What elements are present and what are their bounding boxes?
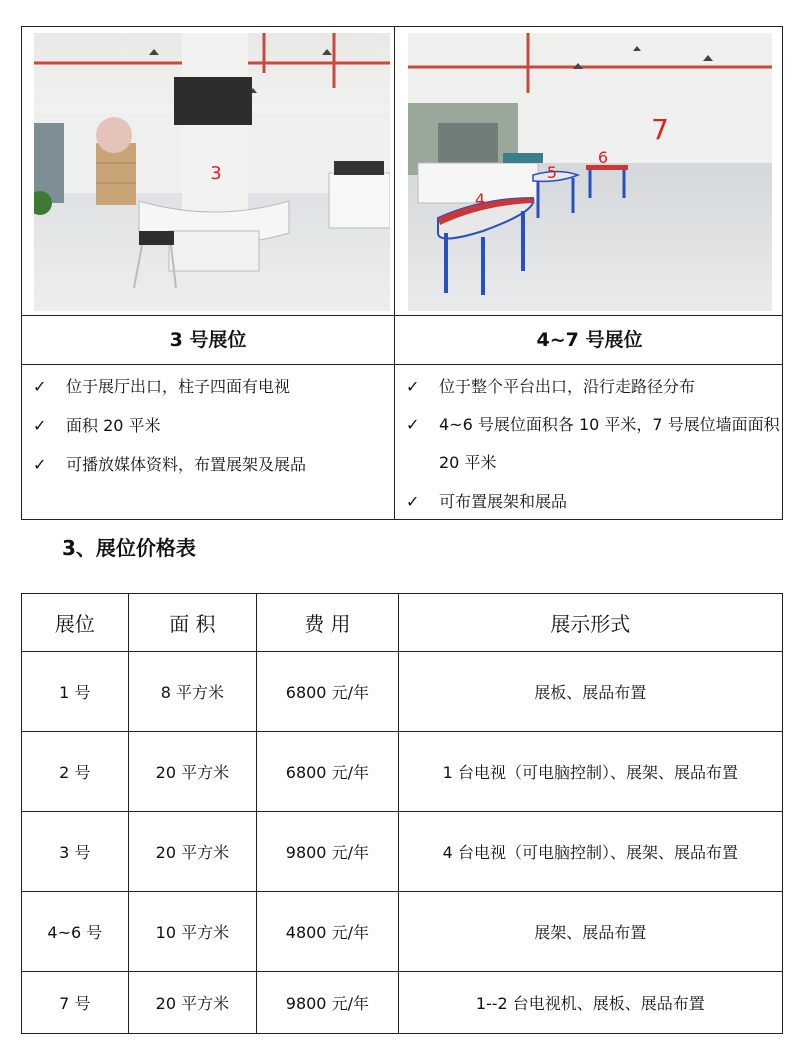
column-header: 面 积 [128, 594, 256, 652]
table-cell: 1 台电视（可电脑控制）、展架、展品布置 [398, 732, 782, 812]
table-cell: 6800 元/年 [257, 652, 399, 732]
list-item: ✓ 面积 20 平米 [30, 406, 388, 445]
booth-3-heading: 3 号展位 [169, 329, 247, 351]
booth-marker: 4 [474, 190, 486, 209]
table-cell: 4~6 号 [22, 892, 129, 972]
table-cell: 6800 元/年 [257, 732, 399, 812]
booth-3-photo [34, 33, 390, 311]
table-cell: 4 台电视（可电脑控制）、展架、展品布置 [398, 812, 782, 892]
table-cell: 8 平方米 [128, 652, 256, 732]
check-icon: ✓ [33, 416, 47, 435]
list-item: ✓ 位于整个平台出口，沿行走路径分布 [403, 367, 781, 406]
table-cell: 展板、展品布置 [398, 652, 782, 732]
table-cell: 10 平方米 [128, 892, 256, 972]
section-title: 3、展位价格表 [62, 536, 196, 560]
booth-3-features [30, 367, 388, 484]
table-cell: 展架、展品布置 [398, 892, 782, 972]
check-icon: ✓ [406, 492, 420, 511]
table-cell: 2 号 [22, 732, 129, 812]
check-icon: ✓ [33, 455, 47, 474]
list-item: ✓ 位于展厅出口，柱子四面有电视 [30, 367, 388, 406]
booth-4-7-heading: 4~7 号展位 [536, 329, 643, 351]
check-icon: ✓ [406, 415, 420, 434]
column-header: 展位 [22, 594, 129, 652]
table-cell: 9800 元/年 [257, 812, 399, 892]
booth-4-7-features [403, 367, 781, 521]
table-cell: 20 平方米 [128, 972, 256, 1034]
list-item: ✓ 可布置展架和展品 [403, 482, 781, 521]
table-row [22, 812, 783, 892]
table-header-row [22, 594, 783, 652]
booth-4-7-photo [408, 33, 772, 311]
table-row [22, 972, 783, 1034]
table-cell: 9800 元/年 [257, 972, 399, 1034]
table-cell: 1--2 台电视机、展板、展品布置 [398, 972, 782, 1034]
table-cell: 3 号 [22, 812, 129, 892]
row-divider [22, 364, 782, 365]
booth-table [21, 26, 783, 520]
list-item: ✓ 可播放媒体资料，布置展架及展品 [30, 445, 388, 484]
table-row [22, 732, 783, 812]
check-icon: ✓ [33, 377, 47, 396]
table-cell: 20 平方米 [128, 732, 256, 812]
booth-marker: 7 [651, 113, 669, 146]
check-icon: ✓ [406, 377, 420, 396]
price-table [21, 593, 783, 1034]
booth-marker: 6 [597, 148, 609, 167]
table-row [22, 652, 783, 732]
table-cell: 4800 元/年 [257, 892, 399, 972]
column-header: 展示形式 [398, 594, 782, 652]
table-row [22, 892, 783, 972]
table-cell: 1 号 [22, 652, 129, 732]
column-header: 费 用 [257, 594, 399, 652]
table-cell: 20 平方米 [128, 812, 256, 892]
booth-marker: 3 [210, 163, 222, 184]
table-cell: 7 号 [22, 972, 129, 1034]
list-item: ✓ 4~6 号展位面积各 10 平米，7 号展位墙面面积 20 平米 [403, 406, 781, 482]
booth-marker: 5 [546, 163, 558, 182]
column-divider [394, 27, 395, 519]
